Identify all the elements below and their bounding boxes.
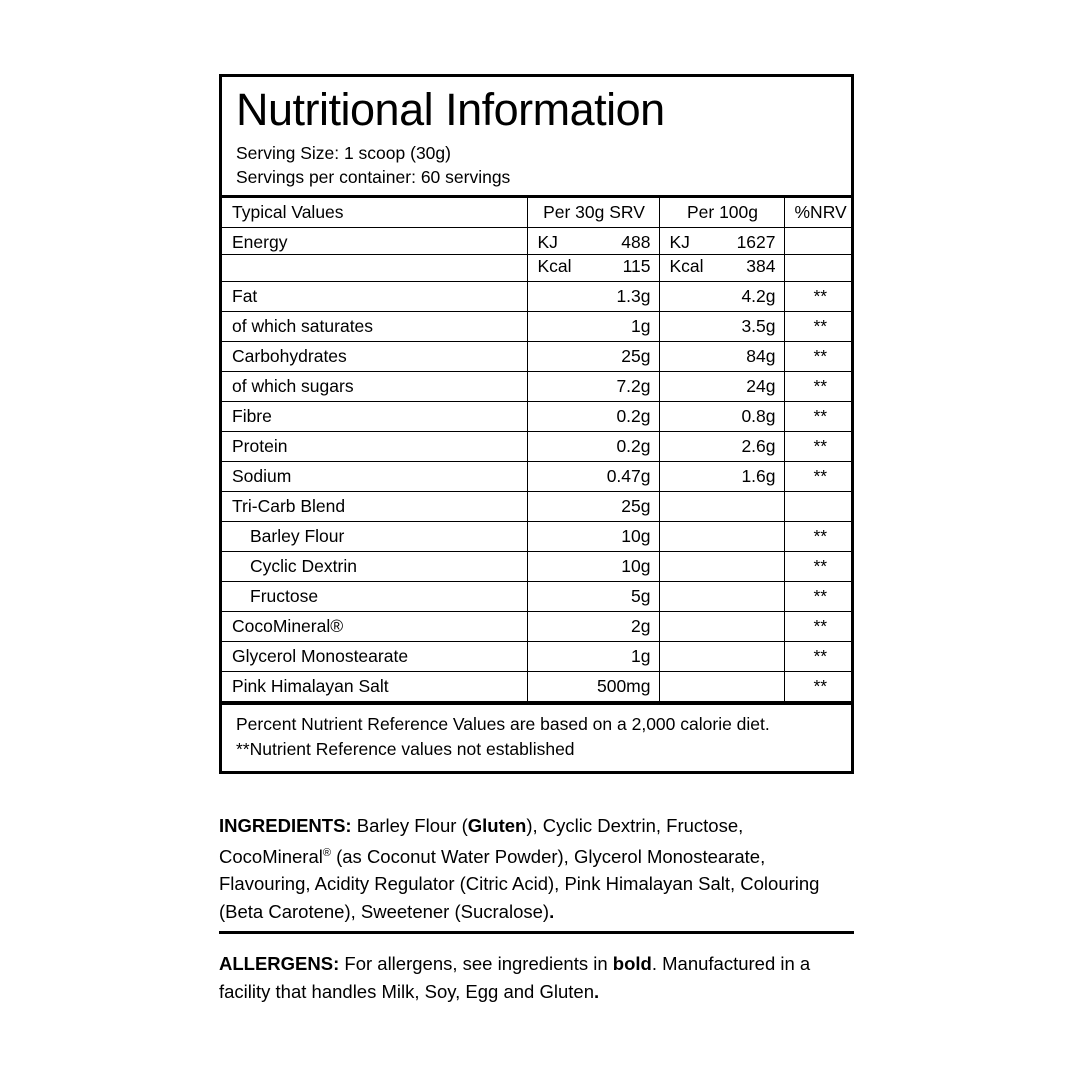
column-header-name: Typical Values [222,198,527,228]
row-value-serving: 0.2g [527,402,659,432]
energy-kj-value-100g: 1627 [736,232,776,252]
row-value-nrv: ** [784,672,854,702]
row-label: Carbohydrates [222,342,527,372]
energy-kcal-per-100g-cell [659,255,784,282]
nutrition-panel-header [222,77,851,198]
column-header-nrv: %NRV [784,198,854,228]
row-label: CocoMineral® [222,612,527,642]
row-label-energy: Energy [222,228,527,255]
table-row [222,522,854,552]
row-value-serving: 7.2g [527,372,659,402]
row-value-nrv [784,492,854,522]
row-label: of which saturates [222,312,527,342]
energy-kj-per-100g-cell [659,228,784,255]
table-row [222,672,854,702]
footnote-line-1: Percent Nutrient Reference Values are based on a 2,000 calorie diet. [236,714,770,734]
row-label: Fibre [222,402,527,432]
page-title: Nutritional Information [236,84,665,135]
row-value-nrv: ** [784,372,854,402]
row-label: Glycerol Monostearate [222,642,527,672]
row-label: Sodium [222,462,527,492]
row-value-100g: 1.6g [659,462,784,492]
column-header-per-100g: Per 100g [659,198,784,228]
row-value-serving: 5g [527,582,659,612]
footnote-line-2: **Nutrient Reference values not established [236,739,575,759]
row-value-100g [659,582,784,612]
table-row [222,582,854,612]
row-label: Barley Flour [222,522,527,552]
row-value-nrv: ** [784,342,854,372]
energy-kcal-label-serving: Kcal [537,256,572,276]
energy-kcal-value-100g: 384 [746,256,776,276]
energy-kj-label-serving: KJ [537,232,558,252]
row-value-100g [659,492,784,522]
row-value-nrv: ** [784,312,854,342]
row-value-serving: 1g [527,642,659,672]
row-label: of which sugars [222,372,527,402]
energy-kj-value-serving: 488 [621,232,651,252]
row-label: Pink Himalayan Salt [222,672,527,702]
energy-kcal-per-serving-cell [527,255,659,282]
row-value-100g: 84g [659,342,784,372]
column-header-per-serving: Per 30g SRV [527,198,659,228]
row-value-nrv: ** [784,432,854,462]
table-row [222,492,854,522]
table-row [222,312,854,342]
row-value-serving: 1g [527,312,659,342]
row-label: Tri-Carb Blend [222,492,527,522]
row-value-100g [659,522,784,552]
energy-kj-nrv-cell [784,228,854,255]
table-row [222,282,854,312]
row-value-100g: 4.2g [659,282,784,312]
energy-kcal-nrv-cell [784,255,854,282]
nutrition-footnote [222,702,851,771]
row-value-serving: 500mg [527,672,659,702]
nutrition-table [222,198,854,702]
table-row [222,642,854,672]
row-value-100g [659,672,784,702]
table-row [222,552,854,582]
section-divider [219,931,854,934]
allergens-block [219,950,854,1005]
row-value-100g: 24g [659,372,784,402]
row-value-nrv: ** [784,582,854,612]
energy-kcal-label-100g: Kcal [669,256,704,276]
nutrition-panel [219,74,854,774]
row-value-nrv: ** [784,282,854,312]
allergens-label: ALLERGENS: [219,953,340,974]
ingredients-text: Barley Flour (Gluten), Cyclic Dextrin, Fructose, CocoMineral® (as Coconut Water Powder), Glycerol Monostearate, Flavouring, Acidity Regulator (Citric Acid), Pink Himalayan Salt, Colouring (Beta Carotene), Sweetener (Sucralose). [219,815,820,922]
row-value-nrv: ** [784,522,854,552]
table-header-row [222,198,854,228]
row-value-100g [659,642,784,672]
row-value-serving: 0.2g [527,432,659,462]
table-row-energy-kcal [222,255,854,282]
row-value-serving: 0.47g [527,462,659,492]
row-label: Fructose [222,582,527,612]
table-row [222,462,854,492]
row-label: Cyclic Dextrin [222,552,527,582]
row-value-nrv: ** [784,612,854,642]
row-value-nrv: ** [784,402,854,432]
table-row [222,372,854,402]
energy-kj-per-serving-cell [527,228,659,255]
row-value-nrv: ** [784,642,854,672]
table-row-energy-kj [222,228,854,255]
row-value-serving: 10g [527,522,659,552]
row-value-100g: 2.6g [659,432,784,462]
table-row [222,402,854,432]
energy-kj-label-100g: KJ [669,232,690,252]
row-value-100g: 3.5g [659,312,784,342]
ingredients-label: INGREDIENTS: [219,815,352,836]
row-value-nrv: ** [784,552,854,582]
row-label: Protein [222,432,527,462]
row-value-serving: 1.3g [527,282,659,312]
row-value-serving: 2g [527,612,659,642]
ingredients-block [219,812,854,925]
energy-kcal-value-serving: 115 [622,256,651,276]
row-label: Fat [222,282,527,312]
allergens-text: For allergens, see ingredients in bold. Manufactured in a facility that handles Milk, Soy, Egg and Gluten. [219,953,811,1002]
row-value-100g [659,552,784,582]
table-row [222,432,854,462]
table-row [222,342,854,372]
row-value-serving: 25g [527,342,659,372]
row-value-serving: 10g [527,552,659,582]
servings-per-container-text: Servings per container: 60 servings [236,167,511,187]
table-row [222,612,854,642]
row-value-nrv: ** [784,462,854,492]
row-value-serving: 25g [527,492,659,522]
row-label-energy-blank [222,255,527,282]
serving-size-text: Serving Size: 1 scoop (30g) [236,143,451,163]
row-value-100g: 0.8g [659,402,784,432]
row-value-100g [659,612,784,642]
